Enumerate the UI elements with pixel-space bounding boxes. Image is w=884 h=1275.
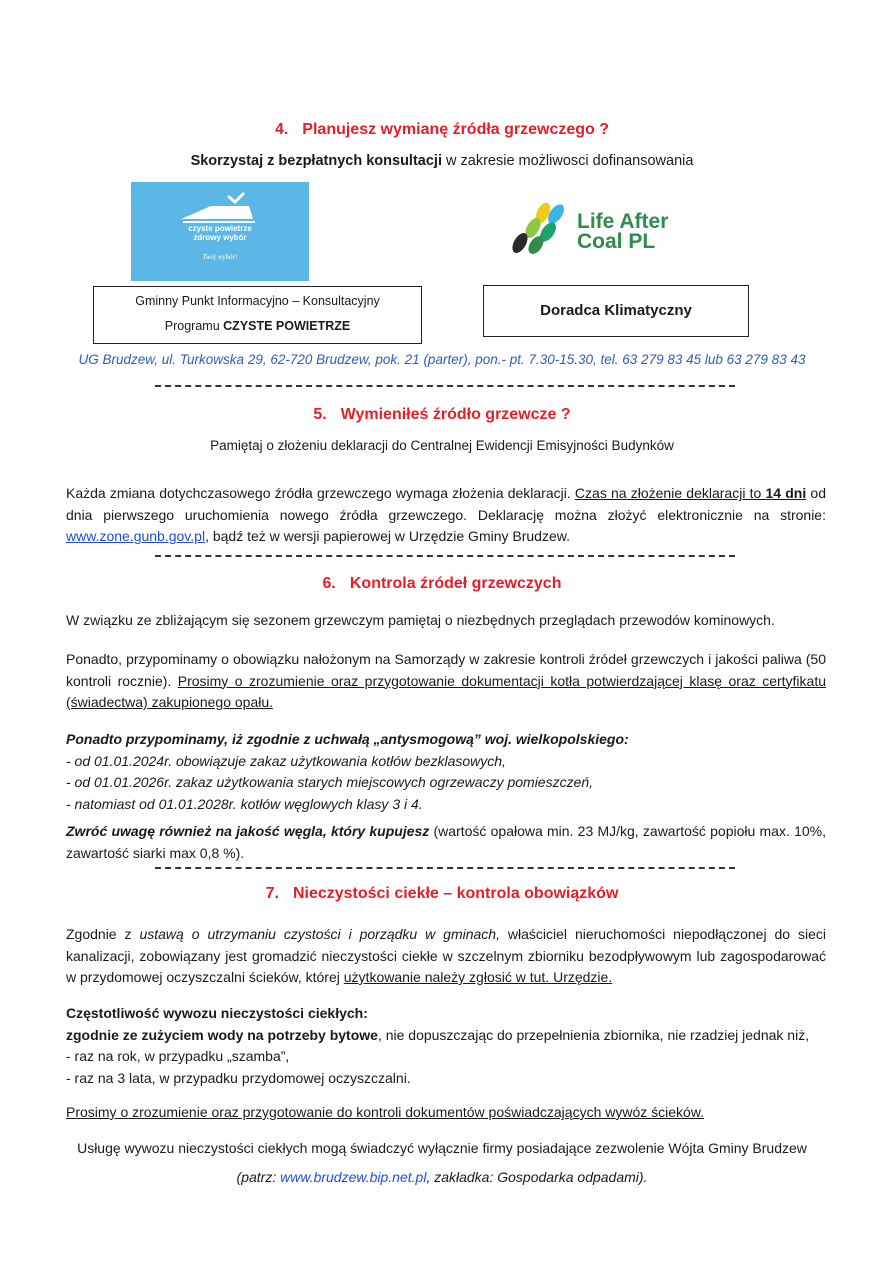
logo-tagline: Twój wybór!	[202, 253, 238, 261]
info-point-box: Gminny Punkt Informacyjno – Konsultacyjny Programu CZYSTE POWIETRZE	[93, 286, 422, 344]
brudzew-bip-link[interactable]: www.brudzew.bip.net.pl	[280, 1169, 427, 1185]
section-number: 4.	[274, 121, 289, 138]
documents-paragraph: Prosimy o zrozumienie oraz przygotowanie do kontroli dokumentów poświadczających wywóz ścieków.	[66, 1104, 705, 1120]
chimney-paragraph: W związku ze zbliżającym się sezonem grzewczym pamiętaj o niezbędnych przeglądach przewodów kominowych.	[66, 612, 775, 628]
sewage-paragraph: Zgodnie z ustawą o utrzymaniu czystości i porządku w gminach, właściciel nieruchomości niepodłączonej do sieci kanalizacji, zobowiązany jest gromadzić nieczystości ciekłe w szczelnym zbiorniku bezodpływowym lub zagospodarować w przydomowej oczyszczalni ścieków, której użytkowanie należy zgłosić w tut. Urzędzie.	[66, 926, 826, 985]
frequency-paragraph: Częstotliwość wywozu nieczystości ciekłych: zgodnie ze zużyciem wody na potrzeby bytowe, nie dopuszczając do przepełnienia zbiornika, nie rzadziej jednak niż, - raz na rok, w przypadku „szamba”, - raz na 3 lata, w przypadku przydomowej oczyszczalni.	[66, 1003, 826, 1089]
separator	[155, 867, 735, 869]
office-address: UG Brudzew, ul. Turkowska 29, 62-720 Brudzew, pok. 21 (parter), pon.- pt. 7.30-15.30, tel. 63 279 83 45 lub 63 279 83 43	[78, 352, 806, 367]
coal-quality-paragraph: Zwróć uwagę również na jakość węgla, który kupujesz (wartość opałowa min. 23 MJ/kg, zawartość popiołu max. 10%, zawartość siarki max 0,8 %).	[66, 823, 826, 861]
list-item: - od 01.01.2024r. obowiązuje zakaz użytkowania kotłów bezklasowych,	[66, 752, 506, 769]
section-title: Planujesz wymianę źródła grzewczego ?	[302, 121, 610, 138]
bip-reference: (patrz: www.brudzew.bip.net.pl, zakładka: Gospodarka odpadami).	[236, 1169, 648, 1185]
section-5-heading: 5. Wymieniłeś źródło grzewcze ?	[313, 406, 571, 423]
list-item: - raz na 3 lata, w przypadku przydomowej oczyszczalni.	[66, 1069, 411, 1086]
leaves-icon	[503, 200, 573, 260]
list-item: - natomiast od 01.01.2028r. kotłów węglowych klasy 3 i 4.	[66, 795, 423, 812]
zone-gunb-link[interactable]: www.zone.gunb.gov.pl	[66, 528, 206, 544]
separator	[155, 385, 735, 387]
declaration-subtitle: Pamiętaj o złożeniu deklaracji do Centralnej Ewidencji Emisyjności Budynków	[210, 438, 674, 453]
list-item: - od 01.01.2026r. zakaz użytkowania starych miejscowych ogrzewaczy pomieszczeń,	[66, 774, 594, 790]
inspection-paragraph: Ponadto, przypominamy o obowiązku nałożonym na Samorządy w zakresie kontroli źródeł grzewczych i jakości paliwa (50 kontroli rocznie). Prosimy o zrozumienie oraz przygotowanie dokumentacji kotła potwierdzającej klasę oraz certyfikatu (świadectwa) zakupionego opału.	[66, 651, 826, 710]
logo-text: czyste powietrze zdrowy wybór	[188, 224, 252, 242]
antismog-paragraph: Ponadto przypominamy, iż zgodnie z uchwałą „antysmogową” woj. wielkopolskiego: - od 01.01.2024r. obowiązuje zakaz użytkowania kotłów bezklasowych, - od 01.01.2026r. zakaz użytkowania starych miejscowych ogrzewaczy pomieszczeń, - natomiast od 01.01.2028r. kotłów węglowych klasy 3 i 4.	[66, 729, 826, 815]
section-6-heading: 6. Kontrola źródeł grzewczych	[322, 575, 562, 592]
section-4-heading	[0, 121, 884, 139]
czyste-powietrze-logo	[131, 182, 309, 281]
declaration-paragraph: Każda zmiana dotychczasowego źródła grzewczego wymaga złożenia deklaracji. Czas na złożenie deklaracji to 14 dni od dnia pierwszego uruchomienia nowego źródła grzewczego. Deklarację można złożyć elektronicznie na stronie: www.zone.gunb.gov.pl, bądź też w wersji papierowej w Urzędzie Gminy Brudzew.	[66, 485, 826, 544]
section-7-heading: 7. Nieczystości ciekłe – kontrola obowiązków	[265, 885, 619, 902]
logo-wordmark: Life After Coal PL	[577, 210, 669, 253]
climate-advisor-box: Doradca Klimatyczny	[483, 285, 749, 337]
consultation-subtitle: Skorzystaj z bezpłatnych konsultacji w zakresie możliwosci dofinansowania	[190, 153, 694, 169]
life-after-coal-logo	[503, 200, 693, 260]
permit-paragraph: Usługę wywozu nieczystości ciekłych mogą świadczyć wyłącznie firmy posiadające zezwolenie Wójta Gminy Brudzew	[77, 1140, 807, 1156]
list-item: - raz na rok, w przypadku „szamba”,	[66, 1048, 290, 1064]
separator	[155, 555, 735, 557]
